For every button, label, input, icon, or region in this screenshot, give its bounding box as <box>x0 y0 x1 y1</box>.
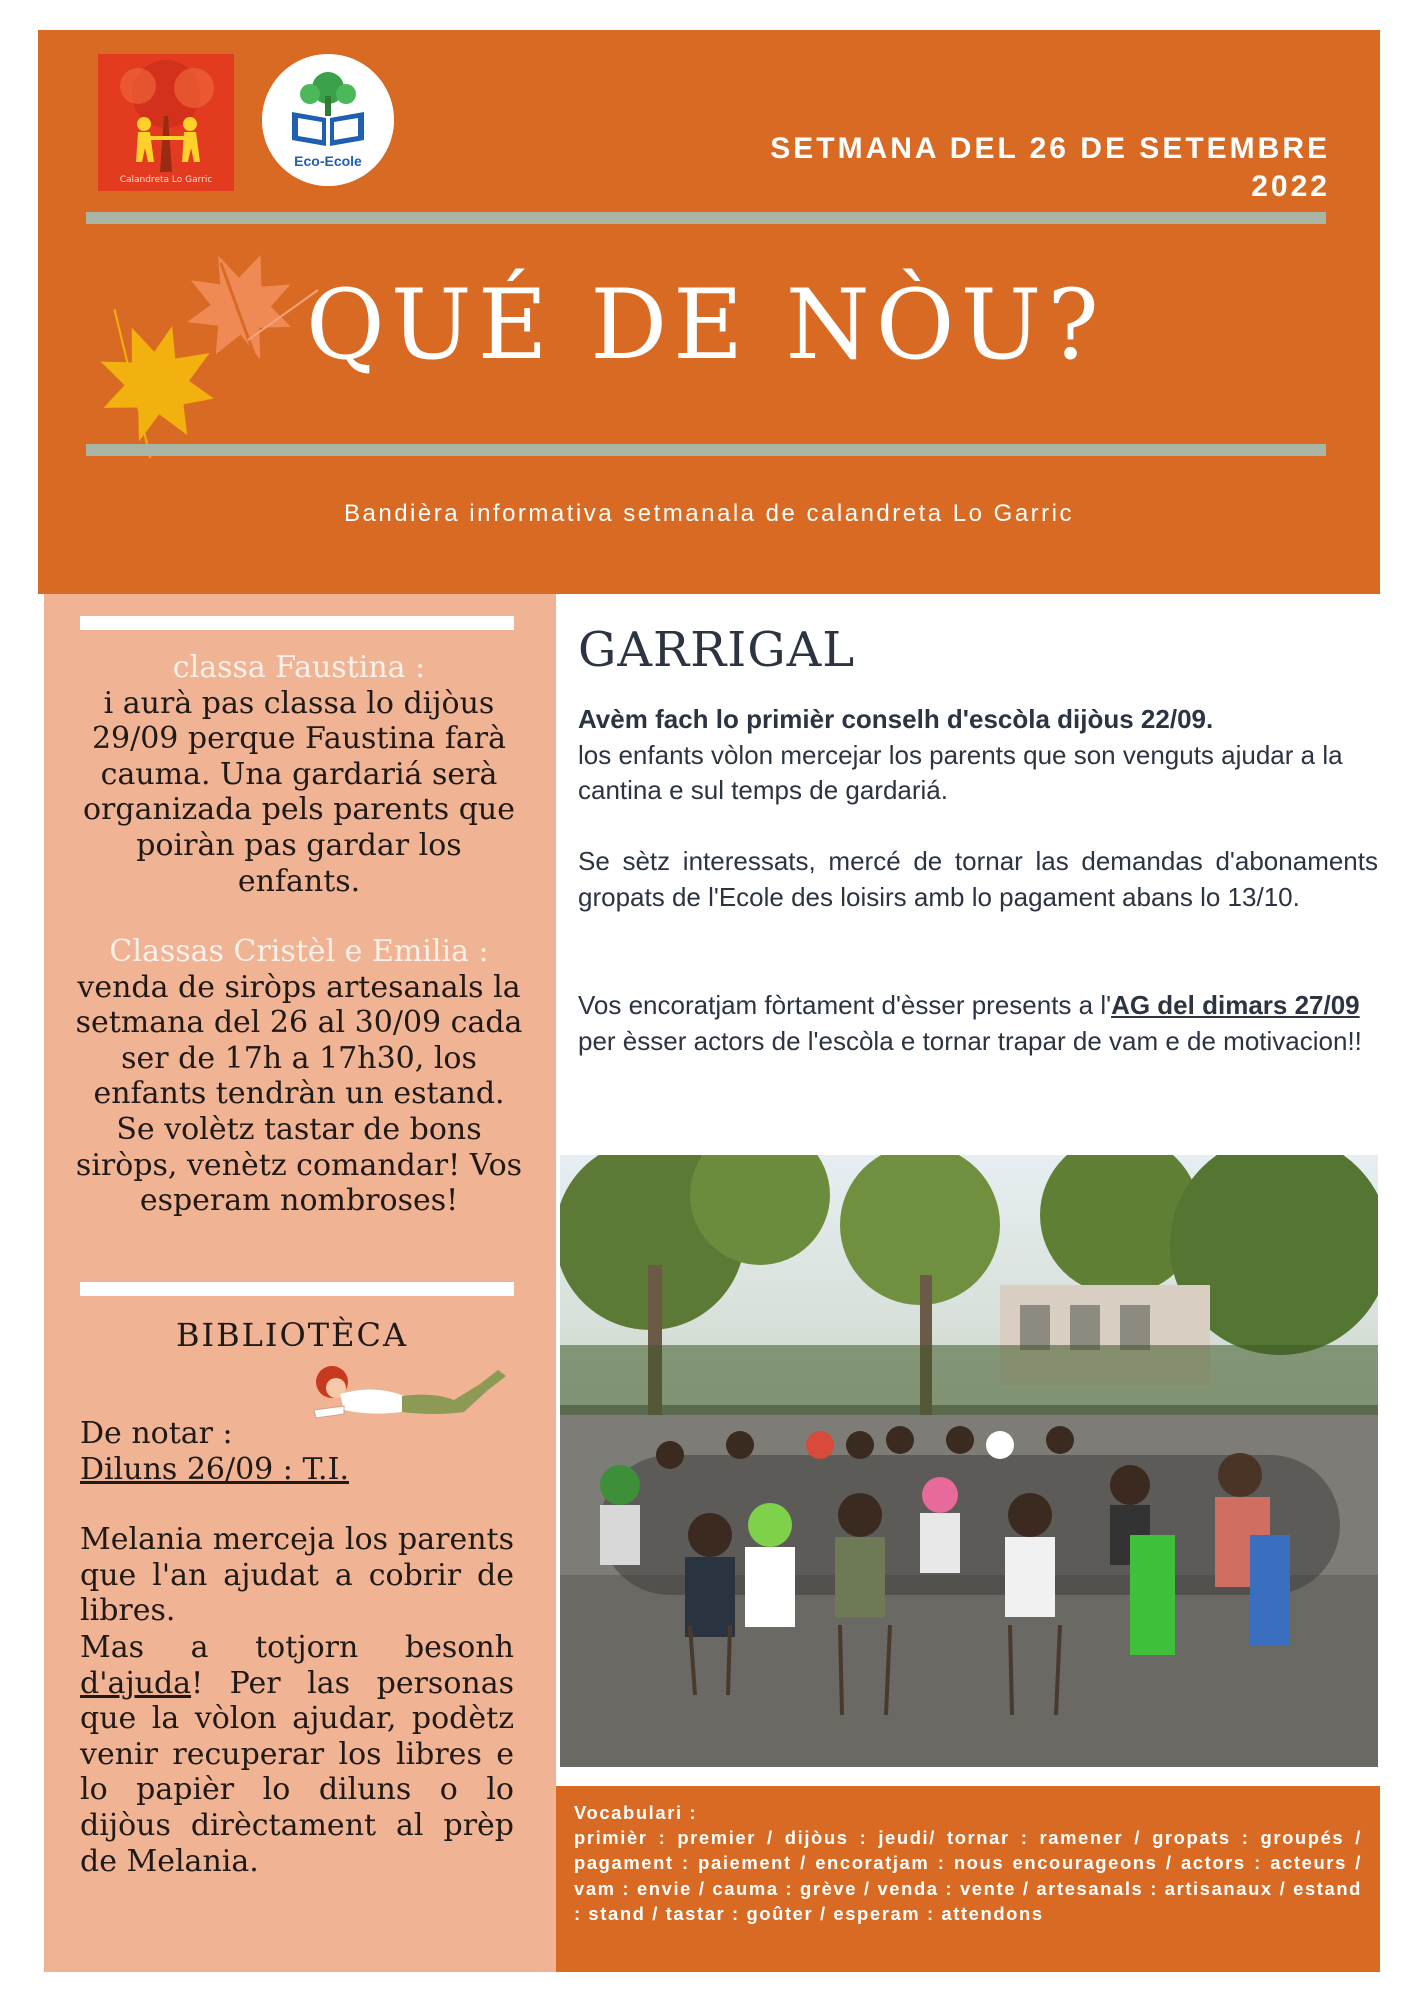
calandreta-logo <box>98 54 234 191</box>
faustina-lead: classa Faustina : <box>172 650 426 685</box>
council-text: los enfants vòlon mercejar los parents que son venguts ajudar a la cantina e sul temps de gardariá. <box>578 739 1343 806</box>
book-tree-icon <box>262 54 394 186</box>
ag-text-start: Vos encoratjam fòrtament d'èsser presents a l' <box>578 990 1112 1020</box>
week-date-line1: SETMANA DEL 26 DE SETEMBRE <box>770 132 1330 165</box>
vocabulary-label: Vocabulari : <box>574 1802 698 1823</box>
tree-children-icon <box>98 54 234 191</box>
council-lead: Avèm fach lo primièr conselh d'escòla dijòus 22/09. <box>578 704 1214 734</box>
help-text-end: ! Per las personas que la vòlon ajudar, podètz venir recuperar los libres e lo papièr lo diluns o lo dijòus dirèctament al prèp de Melania. <box>80 1665 514 1879</box>
week-date <box>610 130 1330 206</box>
cristel-lead: Classas Cristèl e Emilia : <box>109 934 489 969</box>
subscription-paragraph: Se sètz interessats, mercé de tornar las demandas d'abonaments gropats de l'Ecole des loisirs amb lo pagament abans lo 13/10. <box>578 846 1378 912</box>
biblioteca-heading: BIBLIOTÈCA <box>175 1316 409 1354</box>
faustina-notice <box>72 650 526 899</box>
biblioteca-note <box>80 1416 514 1487</box>
help-request <box>80 1630 514 1879</box>
melania-thanks: Melania merceja los parents que l'an ajudat a cobrir de libres. <box>80 1522 514 1629</box>
ag-text-end: per èsser actors de l'escòla e tornar trapar de vam e de motivacion!! <box>578 1025 1362 1056</box>
school-yard-photo <box>560 1155 1378 1767</box>
svg-text:Calandreta Lo Garric: Calandreta Lo Garric <box>119 175 213 185</box>
autumn-leaves-icon <box>58 240 318 460</box>
cristel-text: venda de siròps artesanals la setmana del 26 al 30/09 cada ser de 17h a 17h30, los enfants tendràn un estand. Se volètz tastar de bons siròps, venètz comandar! Vos esperam nombroses! <box>75 969 523 1219</box>
faustina-text: i aurà pas classa lo dijòus 29/09 perque Faustina farà cauma. Una gardariá serà organizada pels parents que poiràn pas gardar los enfants. <box>83 685 515 899</box>
council-paragraph <box>578 702 1378 809</box>
cristel-notice <box>72 934 526 1219</box>
help-text-start: Mas a totjorn besonh <box>80 1630 514 1665</box>
help-link[interactable]: d'ajuda <box>80 1665 192 1701</box>
children-circle-photo-icon <box>560 1155 1378 1767</box>
svg-text:Eco-Ecole: Eco-Ecole <box>294 153 362 169</box>
left-column <box>44 594 556 1972</box>
left-divider-top <box>80 616 514 630</box>
ag-link[interactable]: AG del dimars 27/09 <box>1111 990 1360 1020</box>
page-subtitle: Bandièra informativa setmanala de calandreta Lo Garric <box>344 500 1074 527</box>
header-banner <box>38 30 1380 594</box>
ag-paragraph <box>578 988 1378 1059</box>
garrigal-heading: GARRIGAL <box>578 622 856 678</box>
left-divider-bottom <box>80 1282 514 1296</box>
note-label: De notar : <box>80 1416 233 1451</box>
vocabulary-text: primièr : premier / dijòus : jeudi/ tornar : ramener / gropats : groupés / pagament : paiement / encoratjam : nous encourageons / actors : acteurs / vam : envie / cauma : grève / venda : vente / artesanals : artisanaux / estand : stand / tastar : goûter / esperam : attendons <box>574 1827 1362 1924</box>
eco-ecole-logo <box>262 54 394 186</box>
header-rule-bottom <box>86 444 1326 456</box>
vocabulary-box <box>556 1786 1380 1972</box>
note-date: Diluns 26/09 : T.I. <box>80 1451 349 1487</box>
header-rule-top <box>86 212 1326 224</box>
week-date-line2: 2022 <box>1251 170 1330 203</box>
page-title: QUÉ DE NÒU? <box>306 269 1105 381</box>
